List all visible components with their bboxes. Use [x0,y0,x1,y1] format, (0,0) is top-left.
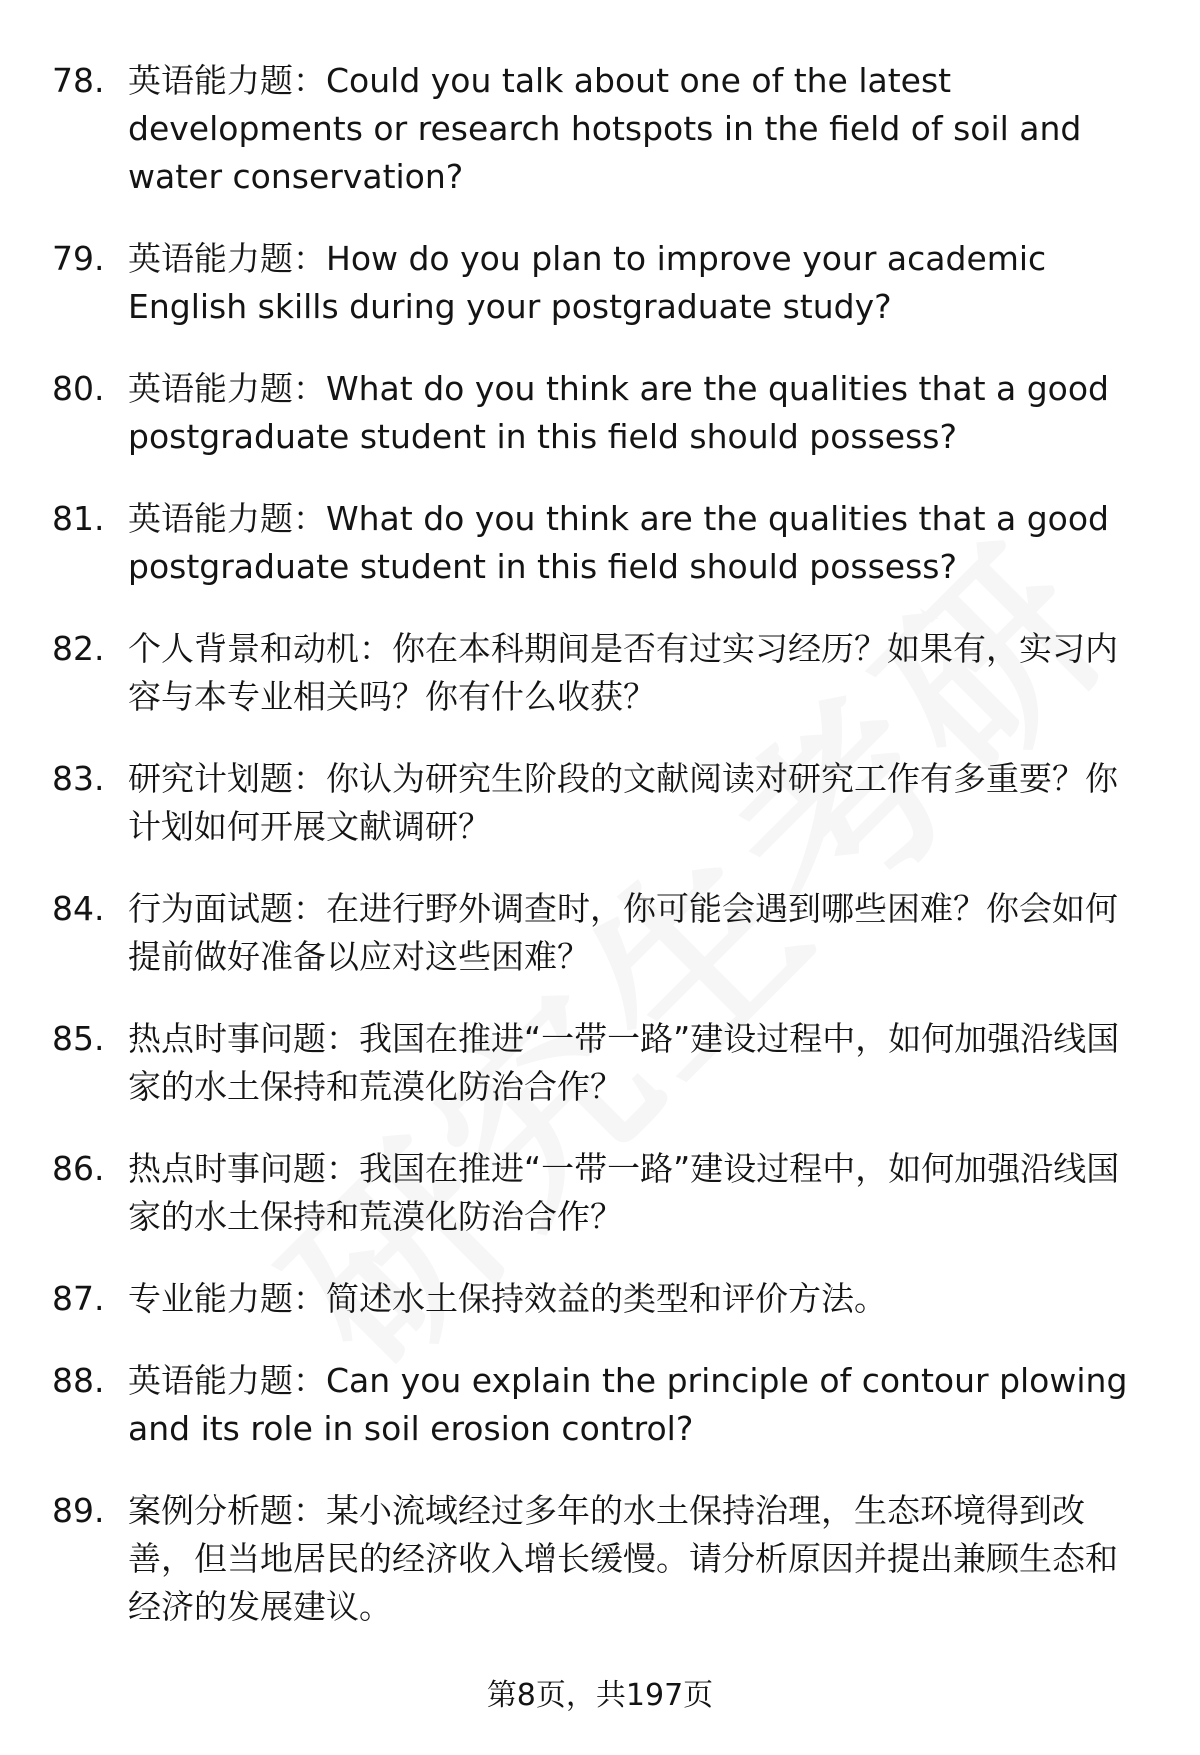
question-text: 案例分析题：某小流域经过多年的水土保持治理，生态环境得到改善，但当地居民的经济收入增长缓慢。请分析原因并提出兼顾生态和经济的发展建议。 [128,1491,1118,1626]
question-text: 英语能力题：What do you think are the qualities that a good postgraduate student in this field should possess? [128,499,1109,586]
question-item [0,1487,1200,1631]
question-text: 英语能力题：What do you think are the qualities that a good postgraduate student in this field should possess? [128,369,1109,456]
question-text: 英语能力题：Can you explain the principle of contour plowing and its role in soil erosion control? [128,1361,1128,1448]
question-number: 78. [52,61,105,100]
question-number: 89. [52,1491,105,1530]
question-text: 热点时事问题：我国在推进“一带一路”建设过程中，如何加强沿线国家的水土保持和荒漠化防治合作？ [128,1149,1120,1236]
question-text: 行为面试题：在进行野外调查时，你可能会遇到哪些困难？你会如何提前做好准备以应对这些困难？ [128,889,1118,976]
question-item [0,1015,1200,1111]
question-number: 88. [52,1361,105,1400]
question-item [0,625,1200,721]
question-list [0,57,1200,1665]
question-item [0,365,1200,461]
question-item [0,1145,1200,1241]
question-number: 79. [52,239,105,278]
question-number: 85. [52,1019,105,1058]
question-number: 86. [52,1149,105,1188]
page-number-label: 第8页，共197页 [486,1678,714,1713]
question-item [0,1275,1200,1323]
question-number: 83. [52,759,105,798]
question-text: 英语能力题：Could you talk about one of the latest developments or research hotspots in the field of soil and water conservation? [128,61,1082,196]
question-text: 研究计划题：你认为研究生阶段的文献阅读对研究工作有多重要？你计划如何开展文献调研？ [128,759,1118,846]
question-item [0,1357,1200,1453]
question-number: 80. [52,369,105,408]
page-footer [0,1676,1200,1716]
question-number: 84. [52,889,105,928]
question-item [0,235,1200,331]
question-number: 87. [52,1279,105,1318]
question-text: 热点时事问题：我国在推进“一带一路”建设过程中，如何加强沿线国家的水土保持和荒漠化防治合作？ [128,1019,1120,1106]
question-number: 81. [52,499,105,538]
question-text: 个人背景和动机：你在本科期间是否有过实习经历？如果有，实习内容与本专业相关吗？你有什么收获？ [128,629,1118,716]
question-number: 82. [52,629,105,668]
question-text: 专业能力题：简述水土保持效益的类型和评价方法。 [128,1279,887,1318]
question-text: 英语能力题：How do you plan to improve your academic English skills during your postgraduate study? [128,239,1047,326]
question-item [0,885,1200,981]
question-item [0,495,1200,591]
question-item [0,755,1200,851]
question-item [0,57,1200,201]
